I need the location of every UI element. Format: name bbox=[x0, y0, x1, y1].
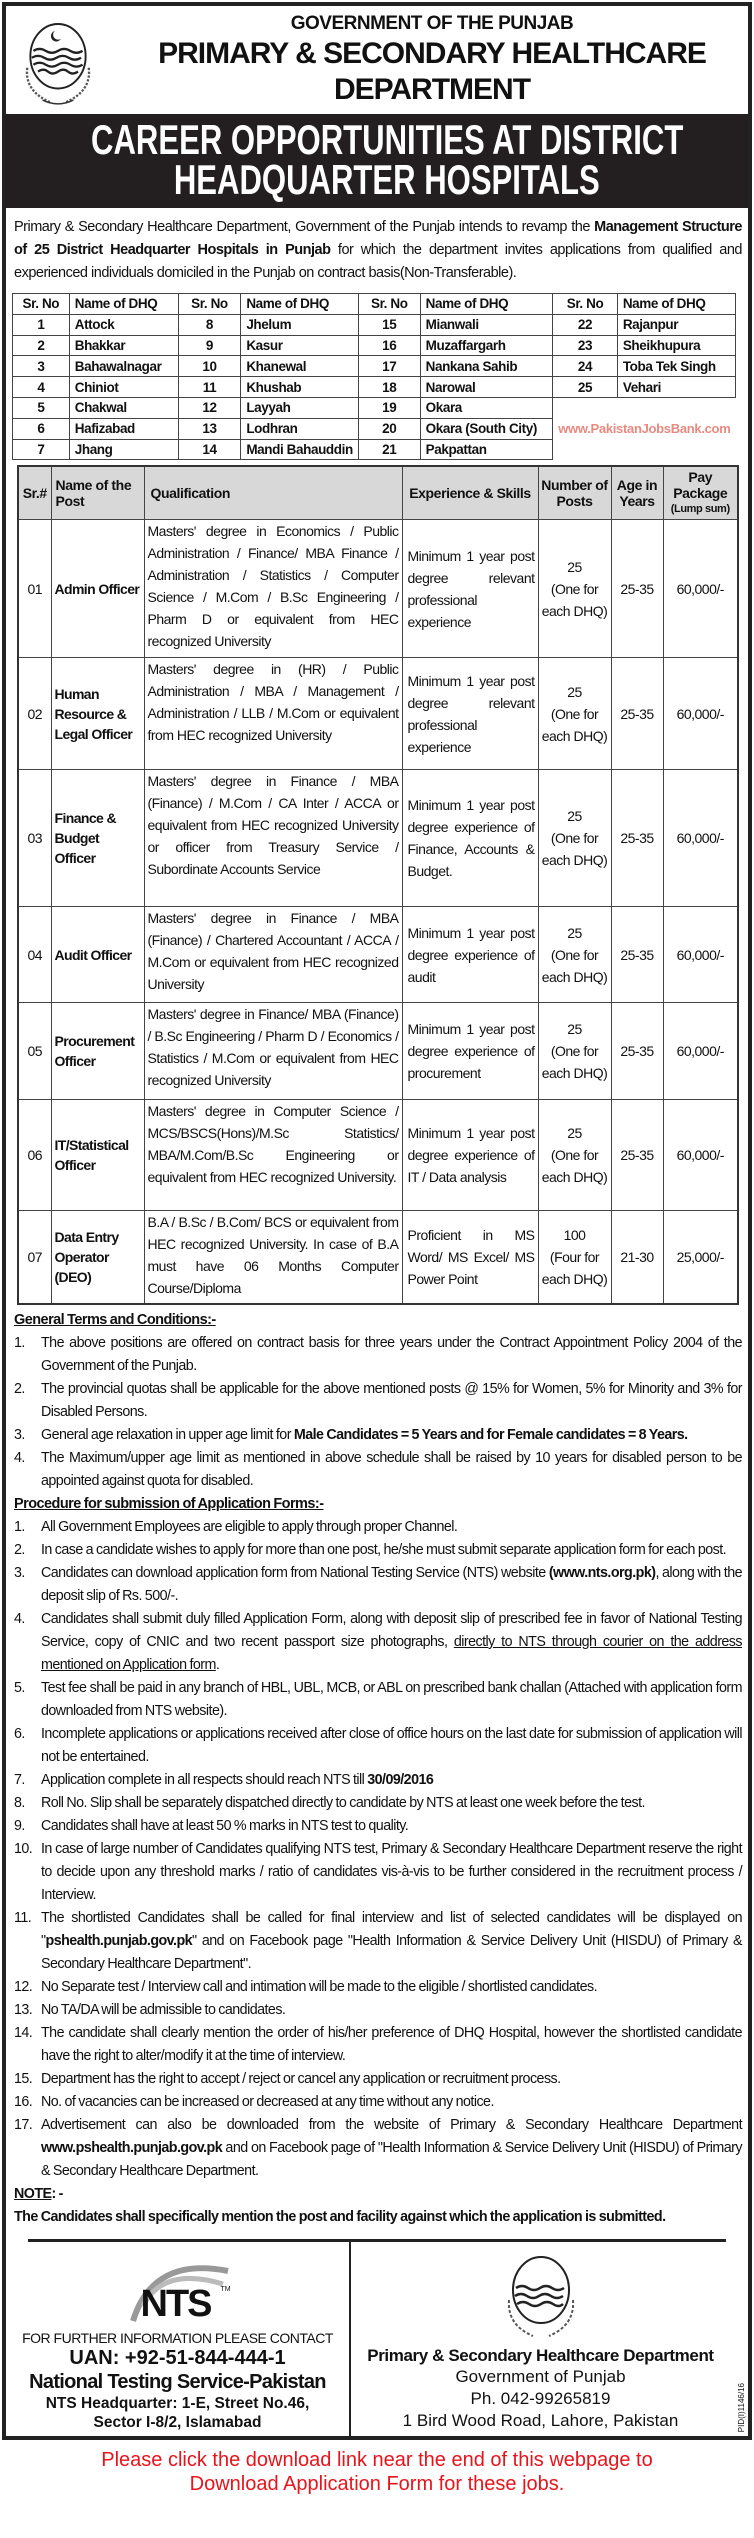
item-number: 2. bbox=[14, 1380, 25, 1397]
intro-bold: Management Structure of 25 District Headquarter Hospitals in Punjab bbox=[14, 219, 742, 258]
item-text-bold: Male Candidates = 5 Years and for Female candidates = 8 Years. bbox=[293, 1426, 688, 1443]
item-text-main: Roll No. Slip shall be separately dispatched directly to candidate by NTS at least one week before the test. bbox=[41, 1794, 645, 1811]
list-item bbox=[14, 1769, 742, 1792]
job-qualification: B.A / B.Sc / B.Com/ BCS or equivalent from HEC recognized University. In case of B.A must have 06 Months Computer Course/Diploma bbox=[144, 1211, 402, 1304]
job-age: 25-35 bbox=[611, 658, 663, 770]
intro-paragraph bbox=[6, 208, 748, 293]
terms-section bbox=[6, 1305, 748, 2235]
item-text-bold: www.pshealth.punjab.gov.pk bbox=[41, 2139, 223, 2156]
posts-count: 25 bbox=[567, 1125, 582, 1142]
item-text-underlined: directly to NTS through courier on the address mentioned on Application form bbox=[41, 1633, 743, 1673]
job-row bbox=[18, 1211, 738, 1304]
list-item bbox=[14, 1447, 742, 1493]
posts-note: (Four for each DHQ) bbox=[541, 1249, 608, 1288]
job-qualification: Masters' degree in Finance/ MBA (Finance) / B.Sc Engineering / Pharm D / Economics / Statistics / M.Com or equivalent from HEC recognized University bbox=[144, 1003, 402, 1100]
dhq-name: Khanewal bbox=[241, 356, 359, 377]
punjab-emblem-icon bbox=[16, 14, 100, 110]
item-number: 1. bbox=[14, 1334, 25, 1351]
job-row bbox=[18, 770, 738, 907]
list-item bbox=[14, 1539, 742, 1562]
header-dhq: Name of DHQ bbox=[241, 294, 359, 315]
dhq-name: Hafizabad bbox=[69, 418, 178, 439]
intro-text: Primary & Secondary Healthcare Department, Government of the Punjab intends to revamp the bbox=[14, 219, 595, 235]
dhq-name: Khushab bbox=[241, 377, 359, 398]
item-number: 3. bbox=[14, 1426, 25, 1443]
pay-sub-label: (Lump sum) bbox=[670, 503, 730, 516]
list-item bbox=[14, 1332, 742, 1378]
item-text bbox=[41, 1516, 742, 1539]
job-posts bbox=[538, 1211, 611, 1304]
nts-logo bbox=[113, 2246, 243, 2326]
job-qualification: Masters' degree in (HR) / Public Administration / MBA / Management / Administration / LLB / M.Com or equivalent from HEC recognized University bbox=[144, 658, 402, 770]
job-posts bbox=[538, 520, 611, 658]
job-post-name: Data Entry Operator (DEO) bbox=[51, 1211, 144, 1304]
item-text-main: Candidates can download application form from National Testing Service (NTS) website bbox=[41, 1564, 549, 1581]
nts-contact bbox=[6, 2242, 351, 2436]
job-qualification: Masters' degree in Finance / MBA (Finance) / M.Com / CA Inter / ACCA or equivalent from HEC recognized University or officer from Treasury Service / Subordinate Accounts Service bbox=[144, 770, 402, 907]
dhq-sr-no: 2 bbox=[13, 335, 70, 356]
item-text bbox=[41, 1723, 742, 1769]
department-contact bbox=[351, 2242, 748, 2436]
item-text-main: No TA/DA will be admissible to candidates. bbox=[41, 2001, 286, 2018]
header-sr-no: Sr. No bbox=[13, 294, 70, 315]
dhq-sr-no: 7 bbox=[13, 439, 70, 460]
nts-address-2: Sector I-8/2, Islamabad bbox=[93, 2413, 262, 2431]
job-post-name: Procurement Officer bbox=[51, 1003, 144, 1100]
dhq-name: Sheikhupura bbox=[617, 335, 735, 356]
dhq-sr-no: 13 bbox=[178, 418, 241, 439]
uan-number: UAN: +92-51-844-444-1 bbox=[69, 2346, 286, 2369]
item-text bbox=[41, 1608, 742, 1677]
list-item bbox=[14, 1976, 742, 1999]
item-number: 9. bbox=[14, 1817, 25, 1834]
headline-banner bbox=[6, 114, 748, 208]
dhq-name: Layyah bbox=[241, 397, 359, 418]
item-text-main: Department has the right to accept / reject or cancel any application or recruitment process. bbox=[41, 2070, 561, 2087]
header-dhq: Name of DHQ bbox=[69, 294, 178, 315]
job-post-name: IT/Statistical Officer bbox=[51, 1100, 144, 1211]
job-posts bbox=[538, 770, 611, 907]
posts-note: (One for each DHQ) bbox=[541, 830, 608, 869]
list-item bbox=[14, 1723, 742, 1769]
header-qualification: Qualification bbox=[144, 466, 402, 520]
dhq-row bbox=[13, 335, 736, 356]
headline-line-2: HEADQUARTER HOSPITALS bbox=[174, 156, 600, 203]
list-item bbox=[14, 1608, 742, 1677]
list-item bbox=[14, 2068, 742, 2091]
header-sr-no: Sr. No bbox=[553, 294, 618, 315]
job-experience: Minimum 1 year post degree experience of procurement bbox=[402, 1003, 538, 1100]
contact-label: FOR FURTHER INFORMATION PLEASE CONTACT bbox=[22, 2329, 333, 2346]
job-experience: Minimum 1 year post degree experience of Finance, Accounts & Budget. bbox=[402, 770, 538, 907]
posts-count: 25 bbox=[567, 683, 582, 700]
job-pay: 25,000/- bbox=[663, 1211, 738, 1304]
intro-text-end: for which the department invites applications from qualified and experienced individuals domiciled in the Punjab on contract basis(Non-Transferable). bbox=[14, 242, 742, 281]
dhq-name: Mianwali bbox=[420, 314, 553, 335]
item-text bbox=[41, 2114, 742, 2183]
dhq-row bbox=[13, 314, 736, 335]
note bbox=[14, 2183, 742, 2206]
dhq-name: Narowal bbox=[420, 377, 553, 398]
item-text-main: The shortlisted Candidates shall be called for final interview and list of selected candidates will be displayed on " bbox=[41, 1909, 742, 1949]
item-number: 14. bbox=[14, 2024, 33, 2041]
job-pay: 60,000/- bbox=[663, 658, 738, 770]
nts-logo-text: NTS bbox=[140, 2282, 211, 2325]
dhq-name: Bahawalnagar bbox=[69, 356, 178, 377]
job-age: 25-35 bbox=[611, 520, 663, 658]
job-posts bbox=[538, 907, 611, 1003]
dhq-sr-no: 6 bbox=[13, 418, 70, 439]
list-item bbox=[14, 2091, 742, 2114]
item-number: 8. bbox=[14, 1794, 25, 1811]
posts-note: (One for each DHQ) bbox=[541, 1147, 608, 1186]
item-number: 15. bbox=[14, 2070, 33, 2087]
list-item bbox=[14, 2022, 742, 2068]
item-text-bold: pshealth.punjab.gov.pk bbox=[45, 1932, 193, 1949]
watermark: www.PakistanJobsBank.com bbox=[553, 397, 736, 459]
job-pay: 60,000/- bbox=[663, 520, 738, 658]
item-text bbox=[41, 2068, 742, 2091]
item-text-main: Advertisement can also be downloaded from the website of Primary & Secondary Healthcare Department bbox=[41, 2116, 742, 2133]
item-text-main: The candidate shall clearly mention the order of his/her preference of DHQ Hospital, however the shortlisted candidate have the right to alter/modify it at the time of interview. bbox=[41, 2024, 742, 2064]
dhq-name: Kasur bbox=[241, 335, 359, 356]
posts-count: 25 bbox=[567, 924, 582, 941]
item-text bbox=[41, 1769, 742, 1792]
dhq-name: Rajanpur bbox=[617, 314, 735, 335]
job-qualification: Masters' degree in Finance / MBA (Finance) / Chartered Accountant / ACCA / M.Com or equivalent from HEC recognized University bbox=[144, 907, 402, 1003]
note-text: The Candidates shall specifically mention the post and facility against which the application is submitted. bbox=[14, 2208, 666, 2225]
item-number: 13. bbox=[14, 2001, 33, 2018]
item-text-main: Candidates shall have at least 50 % marks in NTS test to quality. bbox=[41, 1817, 409, 1834]
job-posts bbox=[538, 1003, 611, 1100]
job-post-name: Audit Officer bbox=[51, 907, 144, 1003]
job-sr: 01 bbox=[18, 520, 51, 658]
item-text-main: Test fee shall be paid in any branch of HBL, UBL, MCB, or ABL on prescribed bank challan (Attached with application form downloaded from NTS website). bbox=[41, 1679, 742, 1719]
item-number: 17. bbox=[14, 2116, 33, 2133]
item-text bbox=[41, 1976, 742, 1999]
item-text bbox=[41, 2091, 742, 2114]
header bbox=[6, 6, 748, 114]
list-item bbox=[14, 1562, 742, 1608]
jobs-header-row bbox=[18, 466, 738, 520]
department-line-2: DEPARTMENT bbox=[333, 73, 531, 106]
list-item bbox=[14, 1424, 742, 1447]
department-name: Primary & Secondary Healthcare Department bbox=[367, 2345, 714, 2365]
punjab-emblem-icon bbox=[501, 2250, 581, 2340]
job-pay: 60,000/- bbox=[663, 770, 738, 907]
dhq-row bbox=[13, 356, 736, 377]
job-pay: 60,000/- bbox=[663, 1100, 738, 1211]
item-text-main: General age relaxation in upper age limit for bbox=[41, 1426, 294, 1443]
posts-note: (One for each DHQ) bbox=[541, 946, 608, 985]
item-text-after: and on Facebook page of "Health Information & Service Delivery Unit (HISDU) of Primary & Secondary Healthcare Department. bbox=[41, 2139, 742, 2179]
item-text-bold: (www.nts.org.pk) bbox=[548, 1564, 656, 1581]
item-text-after: , along with the deposit slip of Rs. 500/-. bbox=[41, 1564, 742, 1604]
job-post-name: Human Resource & Legal Officer bbox=[51, 658, 144, 770]
dhq-name: Jhang bbox=[69, 439, 178, 460]
terms-heading: General Terms and Conditions:- bbox=[14, 1311, 216, 1328]
job-row bbox=[18, 1003, 738, 1100]
dhq-name: Attock bbox=[69, 314, 178, 335]
item-text bbox=[41, 1792, 742, 1815]
posts-count: 25 bbox=[567, 1021, 582, 1038]
dhq-name: Jhelum bbox=[241, 314, 359, 335]
item-text bbox=[41, 1838, 742, 1907]
nts-name: National Testing Service-Pakistan bbox=[29, 2370, 326, 2393]
dhq-name: Okara bbox=[420, 397, 553, 418]
item-text-main: The above positions are offered on contract basis for three years under the Contract Appointment Policy 2004 of the Government of the Punjab. bbox=[41, 1334, 742, 1374]
job-sr: 02 bbox=[18, 658, 51, 770]
item-text-main: All Government Employees are eligible to apply through proper Channel. bbox=[41, 1518, 458, 1535]
posts-note: (One for each DHQ) bbox=[541, 580, 608, 619]
list-item bbox=[14, 1815, 742, 1838]
item-number: 5. bbox=[14, 1679, 25, 1696]
dhq-sr-no: 5 bbox=[13, 397, 70, 418]
job-sr: 04 bbox=[18, 907, 51, 1003]
headline-line-1: CAREER OPPORTUNITIES AT DISTRICT bbox=[90, 116, 684, 163]
item-text-bold: 30/09/2016 bbox=[367, 1771, 434, 1788]
item-text bbox=[41, 1447, 742, 1493]
item-text-after: . bbox=[215, 1656, 220, 1673]
note-title: NOTE bbox=[14, 2185, 52, 2202]
header-titles bbox=[116, 12, 748, 108]
download-note-line-2: Download Application Form for these jobs. bbox=[189, 2472, 565, 2495]
dhq-name: Okara (South City) bbox=[420, 418, 553, 439]
header-posts: Number of Posts bbox=[538, 466, 611, 520]
posts-note: (One for each DHQ) bbox=[541, 705, 608, 744]
item-number: 3. bbox=[14, 1564, 25, 1581]
footer bbox=[6, 2242, 748, 2436]
dhq-name: Pakpattan bbox=[420, 439, 553, 460]
job-row bbox=[18, 658, 738, 770]
dhq-sr-no: 17 bbox=[358, 356, 420, 377]
dhq-name: Mandi Bahauddin bbox=[241, 439, 359, 460]
header-dhq: Name of DHQ bbox=[617, 294, 735, 315]
header-pay bbox=[663, 466, 738, 520]
header-experience: Experience & Skills bbox=[402, 466, 538, 520]
dhq-sr-no: 16 bbox=[358, 335, 420, 356]
item-text bbox=[41, 1424, 742, 1447]
dhq-sr-no: 22 bbox=[553, 314, 618, 335]
dhq-name: Lodhran bbox=[241, 418, 359, 439]
list-item bbox=[14, 1999, 742, 2022]
dhq-name: Chiniot bbox=[69, 377, 178, 398]
job-age: 25-35 bbox=[611, 770, 663, 907]
job-experience: Proficient in MS Word/ MS Excel/ MS Power Point bbox=[402, 1211, 538, 1304]
note-suffix: : - bbox=[51, 2185, 63, 2202]
job-sr: 06 bbox=[18, 1100, 51, 1211]
dhq-name: Vehari bbox=[617, 377, 735, 398]
item-text-main: In case a candidate wishes to apply for more than one post, he/she must submit separate application form for each post. bbox=[41, 1541, 727, 1558]
item-number: 12. bbox=[14, 1978, 33, 1995]
dhq-name: Chakwal bbox=[69, 397, 178, 418]
job-row bbox=[18, 907, 738, 1003]
job-age: 21-30 bbox=[611, 1211, 663, 1304]
dhq-sr-no: 21 bbox=[358, 439, 420, 460]
procedure-list bbox=[14, 1516, 742, 2183]
dhq-name: Muzaffargarh bbox=[420, 335, 553, 356]
item-number: 6. bbox=[14, 1725, 25, 1742]
item-text-main: In case of large number of Candidates qualifying NTS test, Primary & Secondary Healthcare Department reserve the right to decide upon any threshold marks / ratio of candidates vis-à-vis to be further considered in the recruitment process / Interview. bbox=[41, 1840, 742, 1903]
department-phone: Ph. 042-99265819 bbox=[470, 2388, 611, 2408]
job-posts bbox=[538, 1100, 611, 1211]
jobs-table bbox=[17, 465, 739, 1305]
list-item bbox=[14, 1792, 742, 1815]
item-number: 4. bbox=[14, 1610, 25, 1627]
dhq-sr-no: 19 bbox=[358, 397, 420, 418]
job-qualification: Masters' degree in Computer Science / MCS/BSCS(Hons)/M.Sc Statistics/ MBA/M.Com/B.Sc Engineering or equivalent from HEC recognized University. bbox=[144, 1100, 402, 1211]
header-sr-no: Sr. No bbox=[358, 294, 420, 315]
nts-address-1: NTS Headquarter: 1-E, Street No.46, bbox=[45, 2394, 310, 2412]
trademark: TM bbox=[220, 2285, 231, 2293]
job-age: 25-35 bbox=[611, 907, 663, 1003]
posts-count: 100 bbox=[563, 1227, 586, 1244]
list-item bbox=[14, 1677, 742, 1723]
item-text bbox=[41, 1999, 742, 2022]
pay-label: Pay Package bbox=[673, 469, 728, 502]
dhq-sr-no: 12 bbox=[178, 397, 241, 418]
dhq-sr-no: 25 bbox=[553, 377, 618, 398]
dhq-sr-no: 9 bbox=[178, 335, 241, 356]
job-sr: 03 bbox=[18, 770, 51, 907]
department-address: 1 Bird Wood Road, Lahore, Pakistan bbox=[402, 2410, 679, 2430]
item-text bbox=[41, 1539, 742, 1562]
item-text-main: Incomplete applications or applications received after close of office hours on the last date for submission of application will not be entertained. bbox=[41, 1725, 742, 1765]
dhq-name: Nankana Sahib bbox=[420, 356, 553, 377]
dhq-sr-no: 11 bbox=[178, 377, 241, 398]
job-experience: Minimum 1 year post degree relevant professional experience bbox=[402, 520, 538, 658]
item-text-main: Candidates shall submit duly filled Application Form, along with deposit slip of prescribed fee in favor of National Testing Service, copy of CNIC and two recent passport size photographs, bbox=[41, 1610, 742, 1650]
job-experience: Minimum 1 year post degree experience of audit bbox=[402, 907, 538, 1003]
dhq-name: Bhakkar bbox=[69, 335, 178, 356]
advertisement bbox=[2, 2, 752, 2440]
item-text bbox=[41, 1815, 742, 1838]
job-sr: 05 bbox=[18, 1003, 51, 1100]
dhq-sr-no: 10 bbox=[178, 356, 241, 377]
dhq-sr-no: 8 bbox=[178, 314, 241, 335]
government-title: GOVERNMENT OF THE PUNJAB bbox=[290, 13, 574, 34]
dhq-sr-no: 15 bbox=[358, 314, 420, 335]
dhq-row bbox=[13, 377, 736, 398]
header-sr: Sr.# bbox=[18, 466, 51, 520]
dhq-sr-no: 24 bbox=[553, 356, 618, 377]
dhq-sr-no: 20 bbox=[358, 418, 420, 439]
item-text bbox=[41, 1907, 742, 1976]
list-item bbox=[14, 1838, 742, 1907]
item-number: 7. bbox=[14, 1771, 25, 1788]
item-number: 11. bbox=[14, 1909, 32, 1926]
job-posts bbox=[538, 658, 611, 770]
dhq-row bbox=[13, 397, 736, 418]
dhq-name: Toba Tek Singh bbox=[617, 356, 735, 377]
item-text bbox=[41, 1677, 742, 1723]
item-text-main: The Maximum/upper age limit as mentioned in above schedule shall be raised by 10 years for disabled person to be appointed against quota for disabled. bbox=[41, 1449, 742, 1489]
job-qualification: Masters' degree in Economics / Public Administration / Finance/ MBA Finance / Administration / Statistics / Computer Science / M.Com / B.Sc Engineering / Pharm D or equivalent from HEC recognized University bbox=[144, 520, 402, 658]
job-age: 25-35 bbox=[611, 1003, 663, 1100]
dhq-table bbox=[12, 293, 736, 460]
download-note-line-1: Please click the download link near the end of this webpage to bbox=[101, 2448, 653, 2471]
header-sr-no: Sr. No bbox=[178, 294, 241, 315]
list-item bbox=[14, 1516, 742, 1539]
job-experience: Minimum 1 year post degree relevant professional experience bbox=[402, 658, 538, 770]
job-post-name: Admin Officer bbox=[51, 520, 144, 658]
job-pay: 60,000/- bbox=[663, 907, 738, 1003]
dhq-sr-no: 1 bbox=[13, 314, 70, 335]
posts-note: (One for each DHQ) bbox=[541, 1043, 608, 1082]
item-text-main: The provincial quotas shall be applicable for the above mentioned posts @ 15% for Women, 5% for Minority and 3% for Disabled Persons. bbox=[41, 1380, 742, 1420]
dhq-sr-no: 14 bbox=[178, 439, 241, 460]
job-row bbox=[18, 1100, 738, 1211]
job-experience: Minimum 1 year post degree experience of IT / Data analysis bbox=[402, 1100, 538, 1211]
job-row bbox=[18, 520, 738, 658]
dhq-header-row bbox=[13, 294, 736, 315]
item-number: 2. bbox=[14, 1541, 25, 1558]
procedure-heading: Procedure for submission of Application Forms:- bbox=[14, 1495, 324, 1512]
item-text bbox=[41, 1378, 742, 1424]
list-item bbox=[14, 1378, 742, 1424]
item-text bbox=[41, 2022, 742, 2068]
dhq-sr-no: 3 bbox=[13, 356, 70, 377]
job-sr: 07 bbox=[18, 1211, 51, 1304]
item-text-main: No. of vacancies can be increased or decreased at any time without any notice. bbox=[41, 2093, 494, 2110]
item-text-main: No Separate test / Interview call and intimation will be made to the eligible / shortlisted candidates. bbox=[41, 1978, 598, 1995]
item-number: 16. bbox=[14, 2093, 33, 2110]
dhq-sr-no: 18 bbox=[358, 377, 420, 398]
item-text-main: Application complete in all respects should reach NTS till bbox=[41, 1771, 368, 1788]
pid-code: PID(I)1146/16 bbox=[737, 2382, 746, 2432]
dhq-sr-no: 23 bbox=[553, 335, 618, 356]
download-note bbox=[0, 2440, 754, 2496]
item-text bbox=[41, 1332, 742, 1378]
job-age: 25-35 bbox=[611, 1100, 663, 1211]
item-text bbox=[41, 1562, 742, 1608]
job-pay: 60,000/- bbox=[663, 1003, 738, 1100]
dhq-sr-no: 4 bbox=[13, 377, 70, 398]
list-item bbox=[14, 2114, 742, 2183]
posts-count: 25 bbox=[567, 558, 582, 575]
header-age: Age in Years bbox=[611, 466, 663, 520]
posts-count: 25 bbox=[567, 808, 582, 825]
list-item bbox=[14, 1907, 742, 1976]
job-post-name: Finance & Budget Officer bbox=[51, 770, 144, 907]
item-text-after: " and on Facebook page "Health Information & Service Delivery Unit (HISDU) of Primary & Secondary Healthcare Department". bbox=[41, 1932, 742, 1972]
item-number: 10. bbox=[14, 1840, 33, 1857]
item-number: 4. bbox=[14, 1449, 25, 1466]
department-line-1: PRIMARY & SECONDARY HEALTHCARE bbox=[158, 37, 706, 70]
header-dhq: Name of DHQ bbox=[420, 294, 553, 315]
header-post: Name of the Post bbox=[51, 466, 144, 520]
department-government: Government of Punjab bbox=[455, 2366, 626, 2386]
item-number: 1. bbox=[14, 1518, 25, 1535]
terms-list bbox=[14, 1332, 742, 1493]
